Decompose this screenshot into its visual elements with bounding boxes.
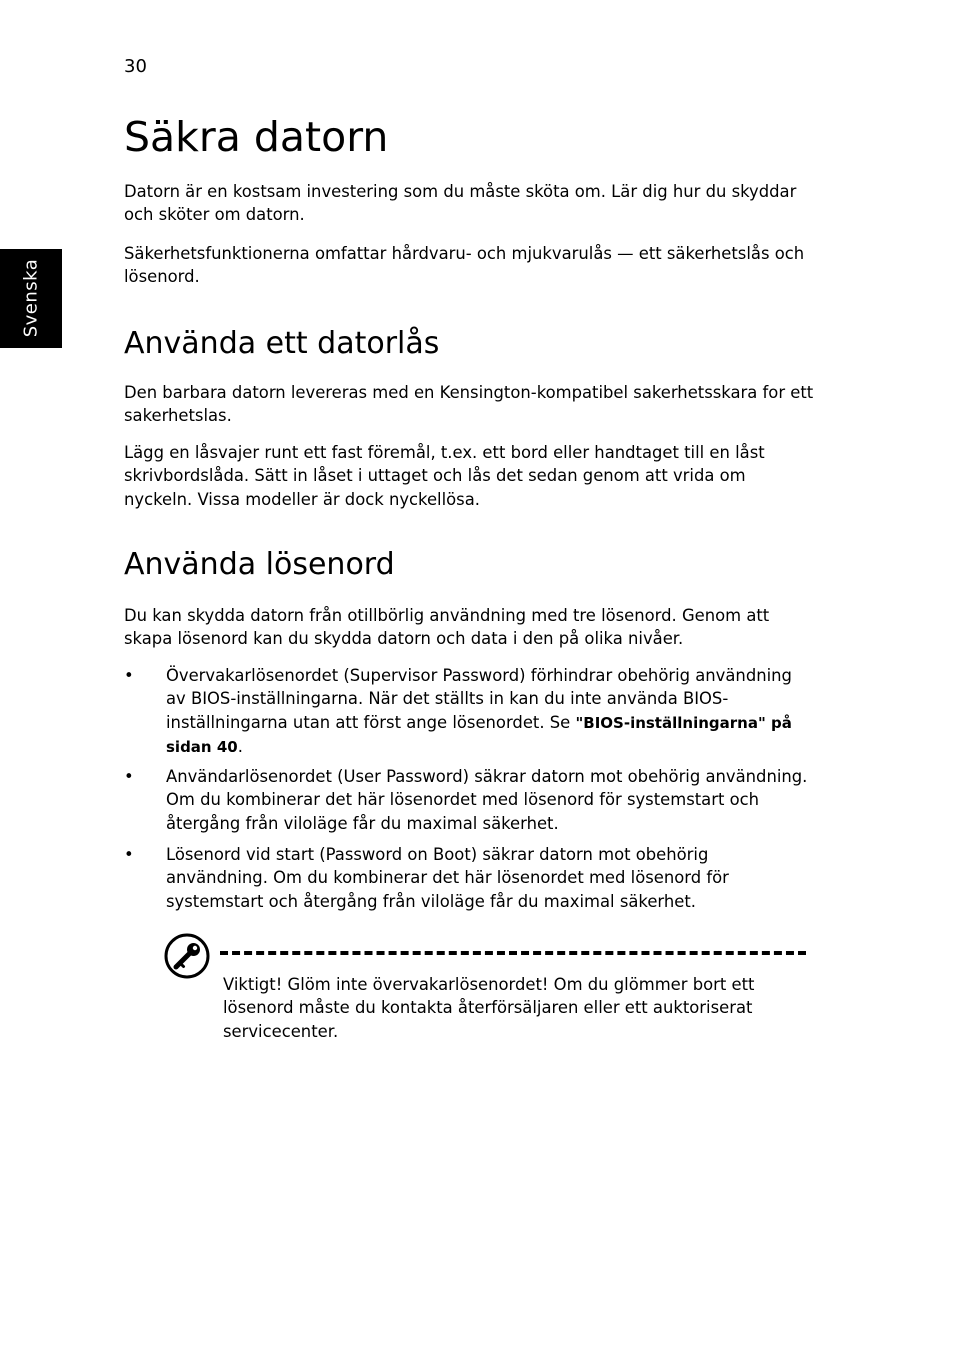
cross-reference-link[interactable]: "BIOS-inställningarna" på sidan 40: [166, 713, 792, 756]
note-text: [223, 973, 808, 1043]
bullet-text: Lösenord vid start (Password on Boot) säkrar datorn mot obehörig användning. Om du kombinerar det här lösenordet med lösenord för systemstart och återgång från viloläge får du maximal säkerhet.: [166, 845, 729, 911]
intro-paragraph-2: Säkerhetsfunktionerna omfattar hårdvaru- och mjukvarulås — ett säkerhetslås och lösenord.: [124, 244, 805, 287]
page-number: 30: [124, 56, 147, 77]
lock-paragraph-1: Den barbara datorn levereras med en Kensington-kompatibel sakerhetsskara for ett sakerhetslas.: [124, 383, 814, 426]
note-divider: [220, 951, 806, 955]
lock-paragraph-2: Lägg en låsvajer runt ett fast föremål, t.ex. ett bord eller handtaget till en låst skrivbordslåda. Sätt in låset i uttaget och lås det sedan genom att vrida om nyckeln. Vissa modeller är dock nyckellösa.: [124, 443, 765, 509]
page-title: Säkra datorn: [124, 113, 389, 161]
bullet-body: Övervakarlösenordet (Supervisor Password) förhindrar obehörig användning av BIOS-inställningarna. När det ställts in kan du inte använda BIOS-inställningarna utan att först ange lösenordet. Se: [166, 666, 792, 732]
bullet-tail: .: [237, 736, 243, 756]
language-tab-label: Svenska: [20, 258, 42, 338]
note-body: Glöm inte övervakarlösenordet! Om du glömmer bort ett lösenord måste du kontakta återförsäljaren eller ett auktoriserat servicecenter.: [223, 975, 755, 1041]
section-heading-password: Använda lösenord: [124, 547, 395, 582]
password-intro-paragraph: Du kan skydda datorn från otillbörlig användning med tre lösenord. Genom att skapa lösenord kan du skydda datorn och data i den på olika nivåer.: [124, 606, 770, 649]
section-heading-lock: Använda ett datorlås: [124, 326, 440, 361]
language-side-tab: [0, 249, 62, 348]
bullet-text: Användarlösenordet (User Password) säkrar datorn mot obehörig användning. Om du kombinerar det här lösenordet med lösenord för systemstart och återgång från viloläge får du maximal säkerhet.: [166, 767, 808, 833]
bullet-symbol: •: [124, 767, 134, 786]
key-icon: [164, 933, 210, 979]
intro-paragraph-1: Datorn är en kostsam investering som du måste sköta om. Lär dig hur du skyddar och sköter om datorn.: [124, 182, 797, 225]
bullet-symbol: •: [124, 845, 134, 864]
note-label: Viktigt!: [223, 975, 283, 994]
bullet-text: [166, 664, 814, 759]
bullet-symbol: •: [124, 666, 134, 685]
